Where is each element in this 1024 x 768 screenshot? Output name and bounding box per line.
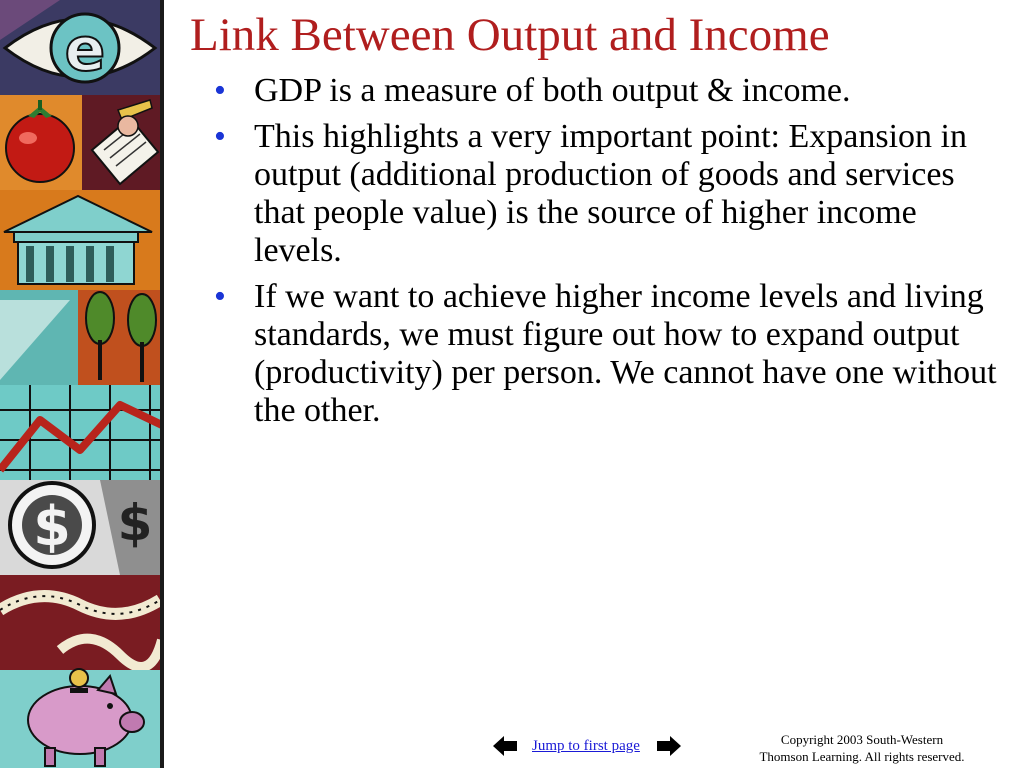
bullet-item — [212, 118, 1002, 270]
svg-text:$: $ — [117, 494, 153, 552]
bullet-text: GDP is a measure of both output & income. — [254, 72, 851, 109]
bullet-item — [212, 278, 1002, 430]
logo-letter: e — [64, 15, 106, 85]
slide-navigation — [490, 733, 684, 759]
bullet-list — [212, 72, 1002, 438]
bullet-marker: • — [214, 72, 226, 109]
sidebar-divider — [160, 0, 164, 768]
slide-title: Link Between Output and Income — [190, 9, 830, 61]
decorative-sidebar — [0, 0, 162, 768]
jump-to-first-page-link[interactable]: Jump to first page — [532, 737, 640, 754]
previous-slide-button[interactable] — [490, 733, 520, 759]
arrow-right-icon — [656, 735, 682, 757]
copyright-line: Thomson Learning. All rights reserved. — [759, 749, 965, 764]
bullet-text: This highlights a very important point: Expansion in output (additional production of goods and services that people value) is the source of higher income levels. — [254, 118, 967, 269]
bullet-item — [212, 72, 1002, 110]
arrow-left-icon — [492, 735, 518, 757]
copyright-notice — [740, 731, 984, 765]
bullet-text: If we want to achieve higher income levels and living standards, we must figure out how to expand output (productivity) per person. We cannot have one without the other. — [254, 278, 997, 429]
bullet-marker: • — [214, 278, 226, 315]
bullet-marker: • — [214, 118, 226, 155]
svg-text:$: $ — [33, 495, 71, 558]
copyright-line: Copyright 2003 South-Western — [780, 732, 944, 747]
next-slide-button[interactable] — [654, 733, 684, 759]
